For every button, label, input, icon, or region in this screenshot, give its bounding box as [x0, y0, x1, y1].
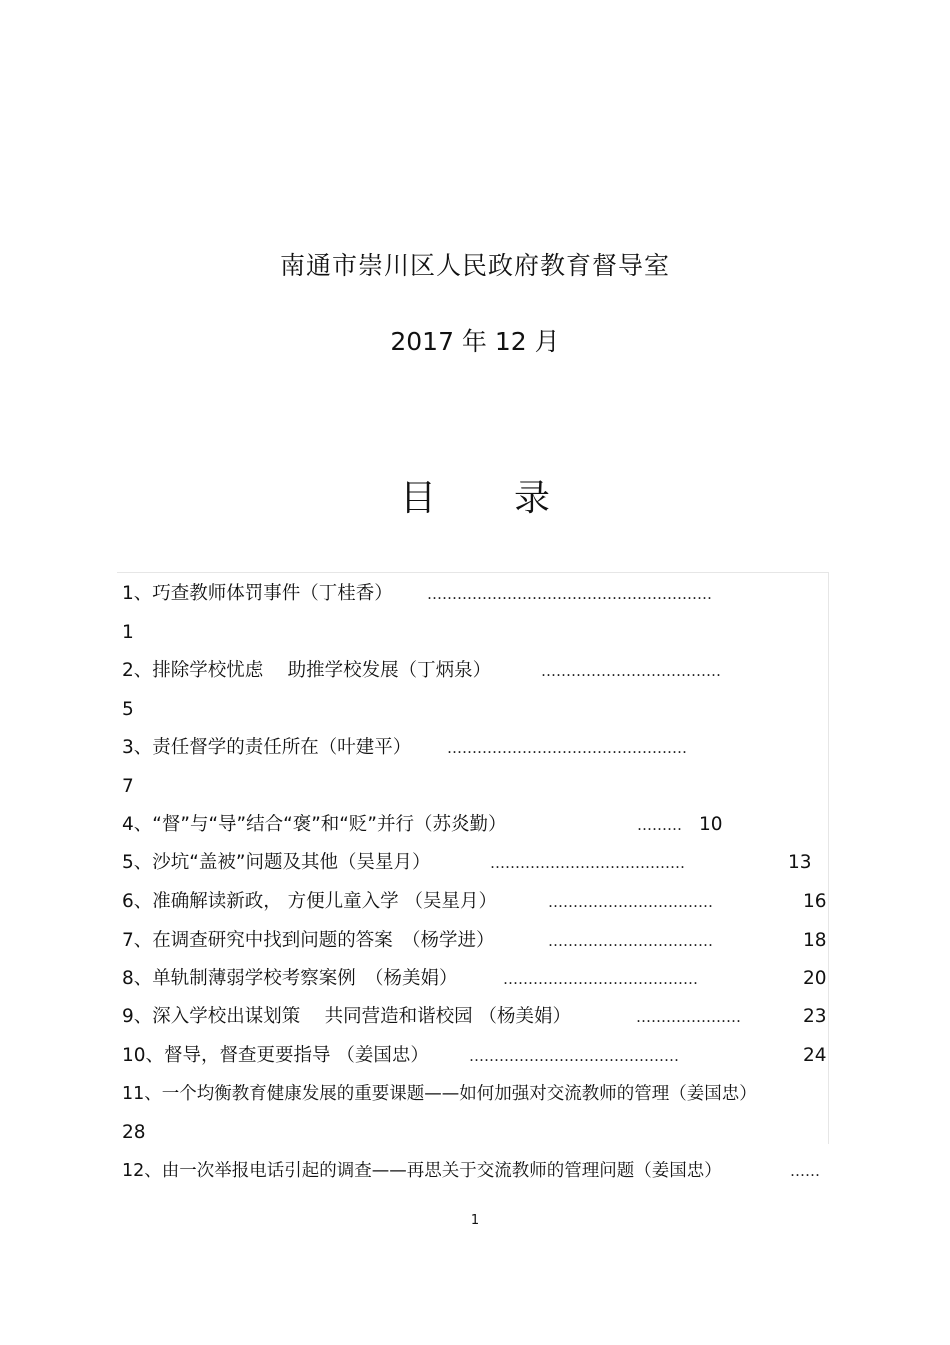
toc-entry-5-page: 13 [788, 852, 812, 873]
toc-entry-1-dots: ………………………………………………… [427, 585, 712, 603]
toc-entry-2-title[interactable]: 2、排除学校忧虑 助推学校发展（丁炳泉） [122, 660, 492, 681]
toc-entry-6-dots: …………………………… [548, 893, 713, 911]
toc-entry-11-page: 28 [122, 1122, 146, 1143]
toc-entry-3-page: 7 [122, 776, 134, 797]
toc-entry-4-page: 10 [699, 814, 723, 835]
toc-entry-8-dots: ………………………………… [503, 970, 698, 988]
toc-entry-9-dots: ………………… [636, 1008, 741, 1026]
toc-entry-10-page: 24 [803, 1045, 827, 1066]
toc-entry-12-dots: …… [790, 1162, 820, 1180]
toc-entry-3-title[interactable]: 3、责任督学的责任所在（叶建平） [122, 737, 412, 758]
page-number: 1 [470, 1213, 480, 1228]
toc-entry-10-title[interactable]: 10、督导，督查更要指导 （姜国忠） [122, 1045, 429, 1066]
toc-entry-4-title[interactable]: 4、“督”与“导”结合“褒”和“贬”并行（苏炎勤） [122, 814, 507, 835]
toc-entry-8-title[interactable]: 8、单轨制薄弱学校考察案例 （杨美娟） [122, 968, 458, 989]
toc-entry-1-page: 1 [122, 622, 134, 643]
toc-entry-1-title[interactable]: 1、巧查教师体罚事件（丁桂香） [122, 583, 393, 604]
toc-entry-7-title[interactable]: 7、在调查研究中找到问题的答案 （杨学进） [122, 930, 495, 951]
toc-heading-left: 目 [399, 478, 436, 519]
toc-entry-7-page: 18 [803, 930, 827, 951]
toc-entry-11-title[interactable]: 11、一个均衡教育健康发展的重要课题——如何加强对交流教师的管理（姜国忠） [122, 1084, 757, 1104]
toc-entry-3-dots: ………………………………………… [447, 739, 687, 757]
toc-entry-12-title[interactable]: 12、由一次举报电话引起的调查——再思关于交流教师的管理问题（姜国忠） [122, 1161, 722, 1181]
toc-entry-2-page: 5 [122, 699, 134, 720]
toc-entry-9-page: 23 [803, 1006, 827, 1027]
toc-entry-9-title[interactable]: 9、深入学校出谋划策 共同营造和谐校园 （杨美娟） [122, 1006, 572, 1027]
toc-entry-5-title[interactable]: 5、沙坑“盖被”问题及其他（吴星月） [122, 852, 431, 873]
toc-entry-8-page: 20 [803, 968, 827, 989]
toc-entry-6-title[interactable]: 6、准确解读新政， 方便儿童入学 （吴星月） [122, 891, 498, 912]
org-title: 南通市崇川区人民政府教育督导室 [279, 251, 670, 280]
toc-entry-10-dots: …………………………………… [469, 1047, 679, 1065]
toc-entry-2-dots: ……………………………… [541, 662, 721, 680]
toc-entry-4-dots: ……… [637, 816, 682, 834]
toc-entry-6-page: 16 [803, 891, 827, 912]
toc-entry-7-dots: …………………………… [548, 932, 713, 950]
toc-heading [0, 470, 950, 521]
date-line: 2017 年 12 月 [390, 327, 560, 356]
toc-entry-5-dots: ………………………………… [490, 854, 685, 872]
toc-heading-right: 录 [514, 478, 551, 519]
